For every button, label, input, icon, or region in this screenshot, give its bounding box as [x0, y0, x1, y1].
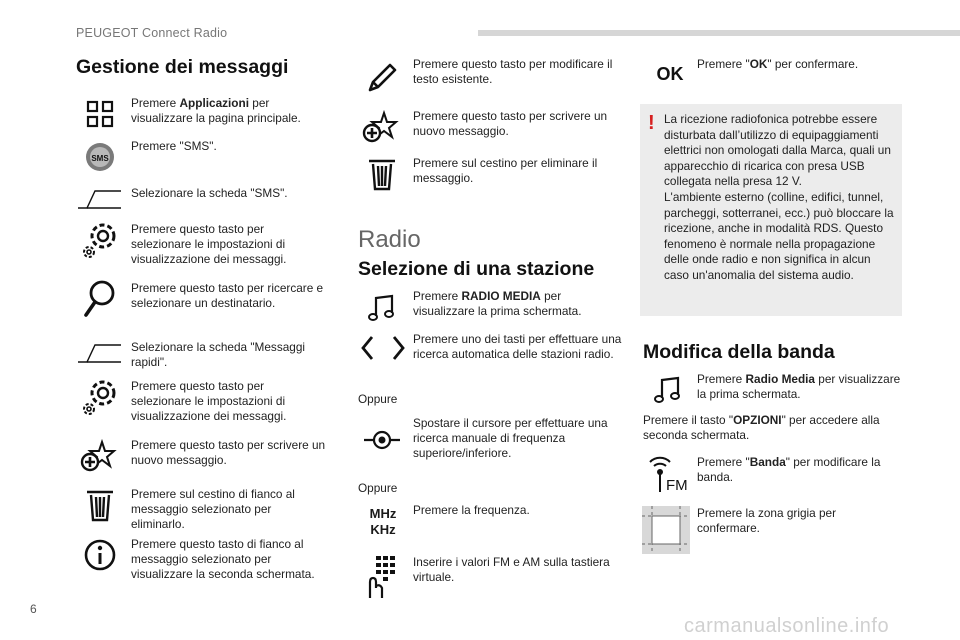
section-title-radio: Radio [358, 226, 421, 253]
text-grey-zone: Premere la zona grigia per confermare. [697, 506, 837, 535]
text-banda: Premere "Banda" per modificare la banda. [697, 455, 881, 484]
text-col1-item: Premere questo tasto per scrivere un nuovo messaggio. [131, 438, 326, 467]
text-col1-item: Premere sul cestino di fianco al messaggio selezionato per eliminarlo. [131, 487, 295, 531]
text-manual-search: Spostare il cursore per effettuare una ricerca manuale di frequenza superiore/inferiore. [413, 416, 608, 460]
pencil-icon [362, 58, 402, 98]
chevron-left-right-icon [360, 328, 406, 368]
tab-icon [76, 338, 124, 368]
slider-cursor-icon [362, 420, 402, 460]
info-icon [80, 535, 120, 575]
music-note-icon [362, 288, 402, 328]
text-radio-media-band: Premere Radio Media per visualizzare la prima schermata. [697, 372, 901, 401]
heading-band: Modifica della banda [643, 341, 835, 363]
trash-icon [80, 485, 120, 525]
keypad-icon [362, 554, 402, 600]
text-col1-item: Premere questo tasto per selezionare le impostazioni di visualizzazione dei messaggi. [131, 379, 287, 423]
header-bar [478, 30, 960, 36]
text-auto-search: Premere uno dei tasti per effettuare una ricerca automatica delle stazioni radio. [413, 332, 622, 361]
warning-box [640, 104, 902, 316]
text-col1-item: Selezionare la scheda "SMS". [131, 186, 288, 200]
settings-gear-icon [80, 377, 120, 417]
text-oppure-2: Oppure [358, 481, 398, 495]
text-frequency: Premere la frequenza. [413, 503, 530, 517]
music-note-icon [648, 370, 688, 410]
text-new-message: Premere questo tasto per scrivere un nuovo messaggio. [413, 109, 608, 138]
header-title: PEUGEOT Connect Radio [76, 26, 228, 40]
warning-icon: ! [648, 112, 655, 134]
text-col1-item: Selezionare la scheda "Messaggi rapidi". [131, 340, 306, 369]
ok-icon: OK [656, 63, 684, 84]
trash-icon [362, 154, 402, 194]
text-keypad: Inserire i valori FM e AM sulla tastiera virtuale. [413, 555, 610, 584]
text-col1-item: Premere "SMS". [131, 139, 217, 153]
text-ok-confirm: Premere "OK" per confermare. [697, 57, 859, 71]
new-message-icon [362, 107, 402, 147]
text-col1-item: Premere questo tasto per selezionare le impostazioni di visualizzazione dei messaggi. [131, 222, 287, 266]
search-icon [80, 279, 120, 319]
new-message-icon [80, 436, 120, 476]
tab-icon [76, 184, 124, 214]
grey-zone-icon [642, 506, 690, 554]
fm-band-icon [646, 452, 690, 496]
settings-gear-icon [80, 220, 120, 260]
text-col1-item: Premere questo tasto di fianco al messaggio selezionato per visualizzare la seconda schermata. [131, 537, 315, 581]
sms-icon-label: SMS [91, 154, 109, 163]
text-delete-message: Premere sul cestino per eliminare il messaggio. [413, 156, 598, 185]
heading-station: Selezione di una stazione [358, 258, 595, 280]
frequency-units-icon: MHz KHz [369, 506, 397, 537]
apps-grid-icon [80, 94, 120, 134]
warning-text: La ricezione radiofonica potrebbe essere disturbata dall’utilizzo di equipaggiamenti elettrici non omologati dalla Marca, quali un apparecchio di ricarica con presa USB collegata nella presa 12 V. L'ambiente esterno (colline, edifici, tunnel, parcheggi, sotterranei, ecc.) può bloccare la ricezione, anche in modalità RDS. Questo fenomeno è normale nella propagazione delle onde radio e non significa in alcun caso un'anomalia del sistema audio. [664, 112, 894, 282]
sms-icon [80, 137, 120, 177]
watermark: carmanualsonline.info [684, 615, 890, 637]
text-col1-item: Premere questo tasto per ricercare e selezionare un destinatario. [131, 281, 324, 310]
heading-messages: Gestione dei messaggi [76, 56, 289, 78]
text-edit-message: Premere questo tasto per modificare il testo esistente. [413, 57, 613, 86]
page-number: 6 [30, 602, 37, 616]
text-opzioni: Premere il tasto "OPZIONI" per accedere alla seconda schermata. [643, 413, 880, 442]
fm-label: FM [666, 477, 688, 494]
text-col1-item: Premere Applicazioni per visualizzare la pagina principale. [131, 96, 301, 125]
text-oppure-1: Oppure [358, 392, 398, 406]
text-radio-media: Premere RADIO MEDIA per visualizzare la prima schermata. [413, 289, 582, 318]
